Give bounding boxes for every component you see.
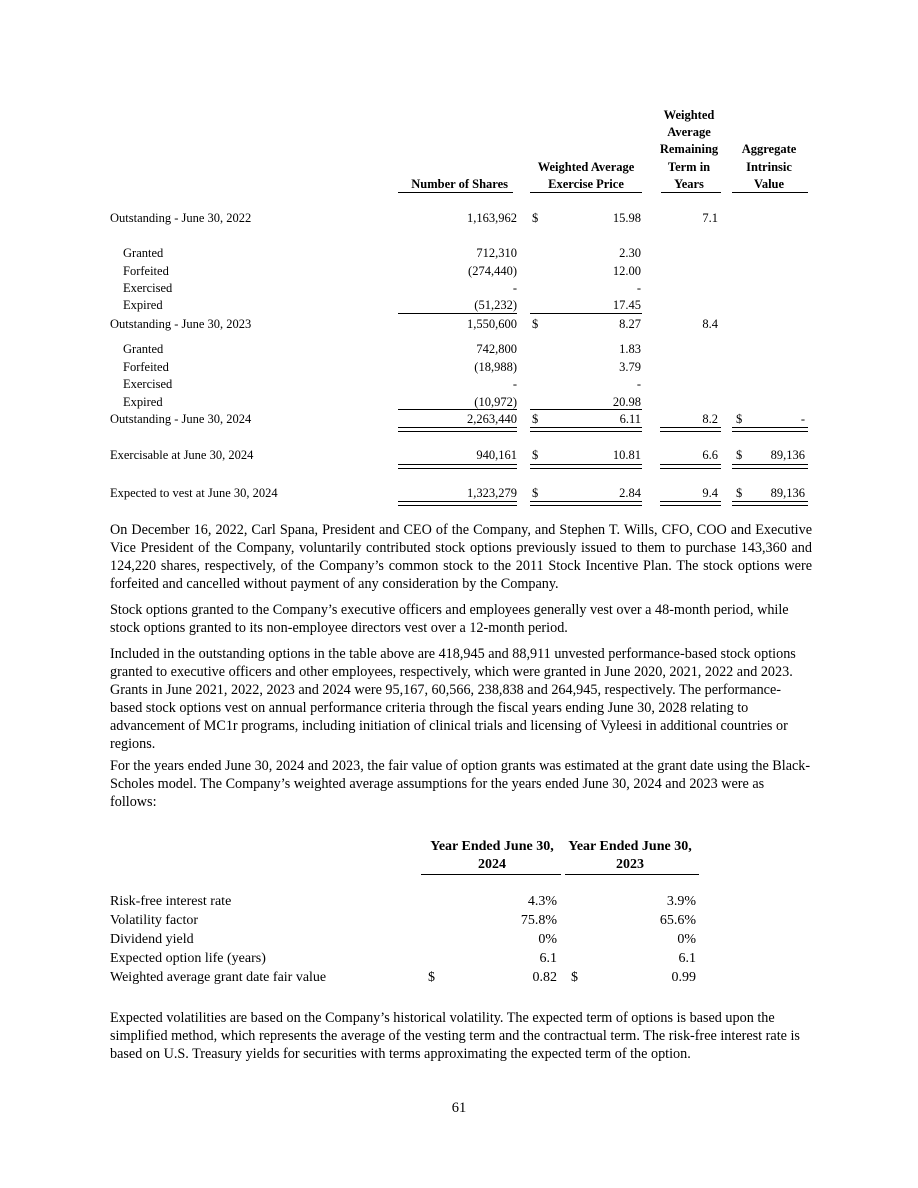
total-double-rule-term [660,501,721,502]
row-label: Outstanding - June 30, 2023 [110,317,252,331]
header-underline-price [530,192,642,193]
row-value-dollar: $ [736,448,743,462]
row-price: 2.84 [619,486,641,500]
row-value: 89,136 [770,486,805,500]
total-double-rule-price [530,427,642,428]
total-double-rule-value [732,505,808,506]
col-header-term-line1: Weighted [663,108,715,122]
col-header-shares: Number of Shares [411,177,508,191]
row-price-dollar: $ [532,317,539,331]
row-price: 10.81 [612,448,641,462]
paragraph-contributed-options: On December 16, 2022, Carl Spana, President and CEO of the Company, and Stephen T. Wills, CFO, COO and Executive Vice President of the Company, voluntarily contributed stock options previously issued to them to purchase 143,360 and 124,220 shares, respectively, of the Company’s common stock to the 2011 Stock Incentive Plan. The stock options were forfeited and cancelled without payment of any consideration by the Company. [110,522,812,592]
page-number: 61 [451,1100,467,1116]
total-double-rule-price [530,505,642,506]
assumption-2024-value: 6.1 [539,951,557,966]
total-double-rule-term [660,468,721,469]
total-double-rule-value [732,427,808,428]
assumption-2024-value: 0.82 [532,970,557,985]
paragraph-black-scholes: For the years ended June 30, 2024 and 2023, the fair value of option grants was estimated at the grant date using the Black-Scholes model. The Company’s weighted average assumptions for the years ended June 30, 2024 and 2023 were as follows: [110,758,811,810]
row-shares: - [512,377,517,391]
row-shares: - [512,281,517,295]
row-value-dollar: $ [736,486,743,500]
row-label: Outstanding - June 30, 2024 [110,412,252,426]
total-double-rule-value [732,464,808,465]
assumption-2023-value: 0% [677,932,696,947]
assumption-label: Dividend yield [110,932,194,947]
row-term: 8.4 [702,317,718,331]
assumption-2024-value: 75.8% [520,913,557,928]
total-double-rule-shares [398,501,517,502]
row-price: 2.30 [619,246,641,260]
row-price: - [636,377,641,391]
row-shares: (51,232) [474,298,517,312]
col-header-term-line4: Term in [667,160,711,174]
total-double-rule-shares [398,427,517,428]
col-header-price-line1: Weighted Average [537,160,635,174]
row-shares: 1,323,279 [467,486,517,500]
header-underline-value [732,192,808,193]
assumption-2024-dollar: $ [428,970,435,985]
row-shares: 712,310 [476,246,517,260]
row-label: Expired [123,298,163,312]
assumptions-header-2023-line2: 2023 [616,857,644,872]
total-double-rule-shares [398,468,517,469]
col-header-value-line3: Value [753,177,785,191]
row-label: Outstanding - June 30, 2022 [110,211,252,225]
row-price: 12.00 [612,264,641,278]
row-price: 8.27 [619,317,641,331]
col-header-term-line5: Years [674,177,704,191]
total-double-rule-shares [398,431,517,432]
assumption-label: Expected option life (years) [110,951,266,966]
assumption-2024-value: 4.3% [527,894,557,909]
row-price-dollar: $ [532,448,539,462]
total-double-rule-shares [398,464,517,465]
row-label: Granted [123,246,164,260]
row-shares: 742,800 [476,342,517,356]
row-price: 20.98 [612,395,641,409]
col-header-term-line2: Average [667,125,711,139]
col-header-term-line3: Remaining [659,142,719,156]
row-label: Exercised [123,377,173,391]
row-label: Granted [123,342,164,356]
assumption-2024-value: 0% [538,932,557,947]
assumption-label: Volatility factor [110,913,198,928]
row-price: 6.11 [619,412,641,426]
row-price: 1.83 [619,342,641,356]
row-shares: 2,263,440 [467,412,517,426]
row-shares: (18,988) [474,360,517,374]
row-price-dollar: $ [532,412,539,426]
row-price: 3.79 [619,360,641,374]
total-double-rule-term [660,431,721,432]
row-label: Exercisable at June 30, 2024 [110,448,254,462]
assumptions-header-2023-line1: Year Ended June 30, [568,839,692,854]
paragraph-performance-options: Included in the outstanding options in the table above are 418,945 and 88,911 unvested performance-based stock options granted to executive officers and other employees, respectively, which were granted in June 2020, 2021, 2022 and 2023. Grants in June 2021, 2022, 2023 and 2024 were 95,167, 60,566, 238,838 and 264,945, respectively. The performance-based stock options vest on annual performance criteria through the fiscal years ending June 30, 2028 relating to advancement of MC1r programs, including initiation of clinical trials and licensing of Vyleesi in additional countries or regions. [110,646,796,752]
row-shares: 1,550,600 [467,317,517,331]
col-header-price-line2: Exercise Price [548,177,624,191]
row-term: 7.1 [702,211,718,225]
row-shares: 1,163,962 [467,211,517,225]
paragraph-volatility: Expected volatilities are based on the Company’s historical volatility. The expected term of options is based upon the simplified method, which represents the average of the vesting term and the contractual term. The risk-free interest rate is based on U.S. Treasury yields for securities with terms approximating the expected term of the option. [110,1010,800,1062]
total-double-rule-shares [398,505,517,506]
row-shares: 940,161 [476,448,517,462]
assumption-2023-dollar: $ [571,970,578,985]
assumptions-header-2024-line2: 2024 [478,857,506,872]
paragraph-vesting: Stock options granted to the Company’s executive officers and employees generally vest over a 48-month period, while stock options granted to its non-employee directors vest over a 12-month period. [110,602,789,636]
row-price-dollar: $ [532,486,539,500]
row-label: Exercised [123,281,173,295]
row-value: - [800,412,805,426]
total-double-rule-value [732,501,808,502]
row-label: Forfeited [123,264,169,278]
assumption-2023-value: 0.99 [671,970,696,985]
total-double-rule-price [530,431,642,432]
row-label: Expired [123,395,163,409]
row-shares: (274,440) [468,264,517,278]
assumption-2023-value: 6.1 [678,951,696,966]
row-value-dollar: $ [736,412,743,426]
total-double-rule-value [732,468,808,469]
assumption-label: Weighted average grant date fair value [110,970,327,985]
col-header-value-line1: Aggregate [741,142,797,156]
subtotal-rule-shares [398,409,517,410]
total-double-rule-term [660,464,721,465]
assumptions-header-2024-line1: Year Ended June 30, [430,839,554,854]
row-label: Expected to vest at June 30, 2024 [110,486,278,500]
total-double-rule-price [530,468,642,469]
row-shares: (10,972) [474,395,517,409]
header-underline-term [661,192,721,193]
subtotal-rule-price [530,313,642,314]
row-term: 6.6 [702,448,718,462]
total-double-rule-term [660,505,721,506]
total-double-rule-value [732,431,808,432]
assumption-label: Risk-free interest rate [110,894,232,909]
row-price: - [636,281,641,295]
row-price: 15.98 [612,211,641,225]
row-value: 89,136 [770,448,805,462]
subtotal-rule-shares [398,313,517,314]
assumptions-underline-2024 [421,874,561,875]
total-double-rule-price [530,464,642,465]
subtotal-rule-price [530,409,642,410]
assumption-2023-value: 65.6% [659,913,696,928]
assumptions-underline-2023 [565,874,699,875]
row-price: 17.45 [612,298,641,312]
row-term: 9.4 [702,486,718,500]
row-price-dollar: $ [532,211,539,225]
assumption-2023-value: 3.9% [666,894,696,909]
row-term: 8.2 [702,412,718,426]
total-double-rule-price [530,501,642,502]
row-label: Forfeited [123,360,169,374]
total-double-rule-term [660,427,721,428]
col-header-value-line2: Intrinsic [746,160,792,174]
header-underline-shares [398,192,513,193]
